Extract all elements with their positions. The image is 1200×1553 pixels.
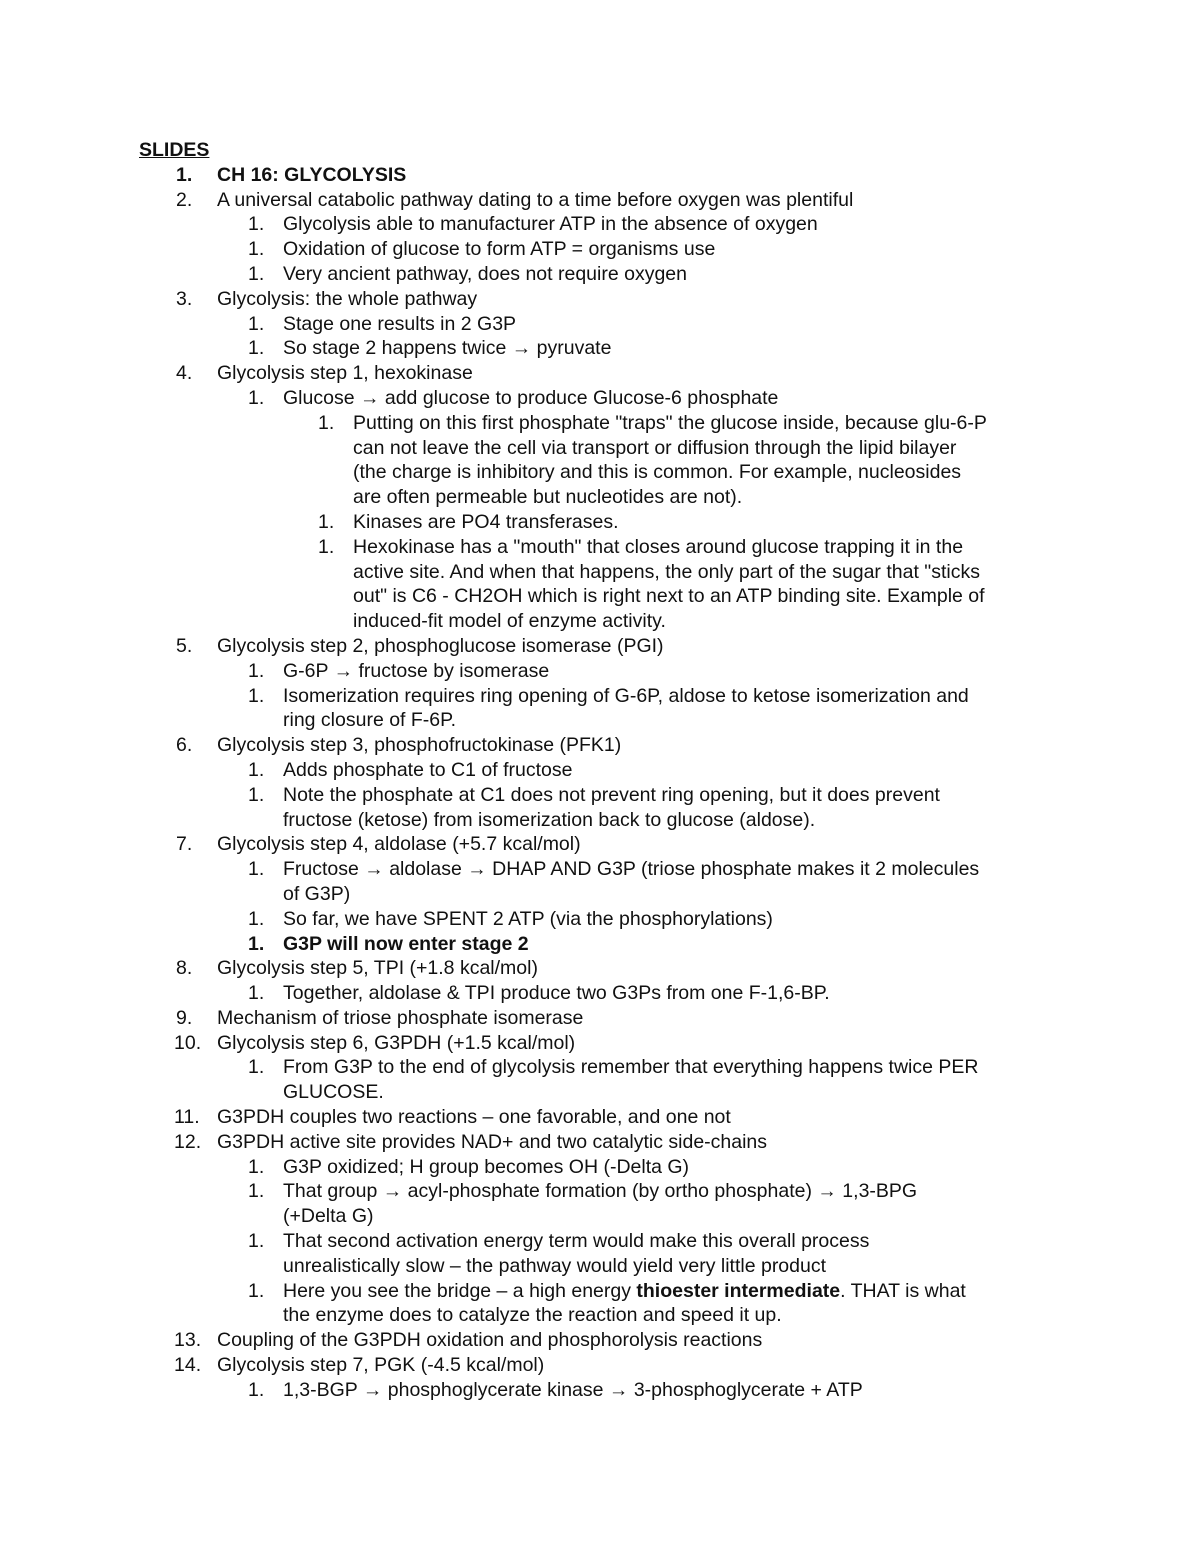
lecture-notes [0,138,1200,1403]
list-item [0,336,1200,361]
list-item-number: 1. [248,783,265,806]
list-item-number: 5. [176,634,193,657]
list-item [0,312,1200,337]
list-item-number: 1. [248,1378,265,1401]
list-item-number: 11. [174,1106,200,1129]
list-item [0,981,1200,1006]
list-item-text: A universal catabolic pathway dating to a time before oxygen was plentiful [217,188,854,211]
list-item-number: 1. [248,684,265,707]
list-item [0,882,1200,907]
list-item-number: 1. [248,758,265,781]
list-item-number: 2. [176,188,193,211]
list-item-number: 1. [248,858,265,881]
list-item-number: 1. [248,907,265,930]
list-item [0,1229,1200,1254]
list-item-text: Very ancient pathway, does not require oxygen [283,262,687,285]
list-item-text: GLUCOSE. [283,1081,384,1104]
list-item [0,634,1200,659]
list-item-number: 1. [318,411,335,434]
list-item-number: 1. [248,1279,265,1302]
list-item [0,361,1200,386]
list-item [0,188,1200,213]
list-item-text: That group → acyl-phosphate formation (by ortho phosphate) → 1,3-BPG [283,1180,918,1203]
emphasis-text: thioester intermediate [636,1279,841,1302]
list-item-text: G3PDH couples two reactions – one favorable, and one not [217,1106,731,1129]
list-item [0,1105,1200,1130]
list-item-text: G3P oxidized; H group becomes OH (-Delta G) [283,1155,690,1178]
list-item-text: Glycolysis step 2, phosphoglucose isomerase (PGI) [217,634,664,657]
list-item [0,560,1200,585]
list-item-text: out" is C6 - CH2OH which is right next to an ATP binding site. Example of [353,585,985,608]
list-item-text: Stage one results in 2 G3P [283,312,517,335]
list-item-text: Glycolysis step 7, PGK (-4.5 kcal/mol) [217,1354,545,1377]
heading-line [0,138,1200,163]
list-item [0,956,1200,981]
list-item-text: Putting on this first phosphate "traps" the glucose inside, because glu-6-P [353,411,987,434]
list-item-text-part: Here you see the bridge – a high energy [283,1279,637,1302]
list-item [0,411,1200,436]
list-item [0,684,1200,709]
list-item [0,1080,1200,1105]
list-item [0,907,1200,932]
list-item-number: 6. [176,734,193,757]
list-item [0,386,1200,411]
list-item-number: 1. [248,262,265,285]
list-item-number: 1. [248,1056,265,1079]
list-item [0,733,1200,758]
list-item [0,1031,1200,1056]
list-item-text: From G3P to the end of glycolysis remember that everything happens twice PER [283,1056,979,1079]
list-item [0,436,1200,461]
list-item-number: 8. [176,957,193,980]
list-item-text: (+Delta G) [283,1205,374,1228]
list-item-text: Coupling of the G3PDH oxidation and phosphorolysis reactions [217,1329,763,1352]
list-item [0,510,1200,535]
list-item-number: 7. [176,833,193,856]
list-item [0,584,1200,609]
list-item-number: 1. [248,213,265,236]
list-item [0,287,1200,312]
list-item [0,708,1200,733]
list-item-text: So stage 2 happens twice → pyruvate [283,337,612,360]
list-item-text: Oxidation of glucose to form ATP = organisms use [283,238,716,261]
list-item [0,1353,1200,1378]
list-item-text-part: . THAT is what [840,1279,966,1302]
list-item-number: 9. [176,1006,193,1029]
list-item-text: Glycolysis able to manufacturer ATP in the absence of oxygen [283,213,818,236]
list-item-number: 1. [248,312,265,335]
list-item [0,1254,1200,1279]
list-item [0,485,1200,510]
list-item-text: Together, aldolase & TPI produce two G3Ps from one F-1,6-BP. [283,982,830,1005]
list-item [0,1303,1200,1328]
list-item-text: are often permeable but nucleotides are not). [353,486,743,509]
list-item-text: G3P will now enter stage 2 [283,932,529,955]
list-item [0,1055,1200,1080]
list-item-number: 4. [176,362,193,385]
list-item-number: 1. [248,1230,265,1253]
list-item [0,1328,1200,1353]
list-item [0,659,1200,684]
list-item [0,932,1200,957]
list-item-text: Glucose → add glucose to produce Glucose-6 phosphate [283,386,779,409]
list-item [0,808,1200,833]
list-item [0,609,1200,634]
list-item [0,212,1200,237]
list-item [0,1006,1200,1031]
list-item-text: 1,3-BGP → phosphoglycerate kinase → 3-phosphoglycerate + ATP [283,1378,863,1401]
list-item-text: the enzyme does to catalyze the reaction and speed it up. [283,1304,782,1327]
list-item [0,783,1200,808]
list-item-text: Kinases are PO4 transferases. [353,510,619,533]
list-item [0,857,1200,882]
list-item-text: induced-fit model of enzyme activity. [353,610,666,633]
list-item-text: of G3P) [283,882,351,905]
list-item-text [283,1279,966,1304]
list-item-number: 13. [174,1329,202,1352]
list-item-number: 1. [248,1180,265,1203]
list-item-number: 10. [174,1031,202,1054]
list-item-number: 12. [174,1130,202,1153]
list-item [0,1155,1200,1180]
list-item-text: Glycolysis step 3, phosphofructokinase (PFK1) [217,734,622,757]
list-item-text: Glycolysis: the whole pathway [217,287,478,310]
list-item-text: ring closure of F-6P. [283,709,457,732]
list-item [0,535,1200,560]
list-item-text: Isomerization requires ring opening of G-6P, aldose to ketose isomerization and [283,684,969,707]
list-item-text: can not leave the cell via transport or diffusion through the lipid bilayer [353,436,957,459]
list-item-text: Hexokinase has a "mouth" that closes around glucose trapping it in the [353,535,964,558]
list-item-number: 1. [248,982,265,1005]
list-item-number: 1. [176,163,193,186]
list-item [0,832,1200,857]
list-item-number: 1. [248,238,265,261]
list-item-text: CH 16: GLYCOLYSIS [217,163,407,186]
list-item [0,237,1200,262]
list-item-text: unrealistically slow – the pathway would yield very little product [283,1254,827,1277]
list-item-number: 1. [248,386,265,409]
list-item-number: 1. [318,535,335,558]
list-item-text: G3PDH active site provides NAD+ and two catalytic side-chains [217,1130,768,1153]
list-item [0,1378,1200,1403]
list-item-number: 1. [248,1155,265,1178]
list-item-text: active site. And when that happens, the only part of the sugar that "sticks [353,560,980,583]
list-item-text: That second activation energy term would make this overall process [283,1230,870,1253]
list-item-number: 3. [176,287,193,310]
list-item-number: 1. [318,510,335,533]
list-item-number: 1. [248,337,265,360]
list-item-text: fructose (ketose) from isomerization back to glucose (aldose). [283,808,816,831]
list-item [0,1204,1200,1229]
list-item-text: G-6P → fructose by isomerase [283,659,550,682]
list-item [0,1130,1200,1155]
list-item-number: 1. [248,932,265,955]
list-item-text: Mechanism of triose phosphate isomerase [217,1006,584,1029]
list-item [0,163,1200,188]
list-item-text: Glycolysis step 5, TPI (+1.8 kcal/mol) [217,957,538,980]
list-item-text: Glycolysis step 4, aldolase (+5.7 kcal/mol) [217,833,581,856]
list-item-text: Glycolysis step 1, hexokinase [217,362,473,385]
list-item [0,460,1200,485]
list-item-number: 1. [248,659,265,682]
list-item [0,1279,1200,1304]
list-item-text: Glycolysis step 6, G3PDH (+1.5 kcal/mol) [217,1031,576,1054]
list-item-text: Note the phosphate at C1 does not prevent ring opening, but it does prevent [283,783,940,806]
list-item [0,758,1200,783]
list-item-number: 14. [174,1354,202,1377]
list-item-text: Fructose → aldolase → DHAP AND G3P (triose phosphate makes it 2 molecules [283,858,980,881]
list-item [0,1179,1200,1204]
heading: SLIDES [139,139,210,161]
list-item [0,262,1200,287]
list-item-text: (the charge is inhibitory and this is common. For example, nucleosides [353,461,962,484]
list-item-text: Adds phosphate to C1 of fructose [283,758,573,781]
list-item-text: So far, we have SPENT 2 ATP (via the phosphorylations) [283,907,773,930]
